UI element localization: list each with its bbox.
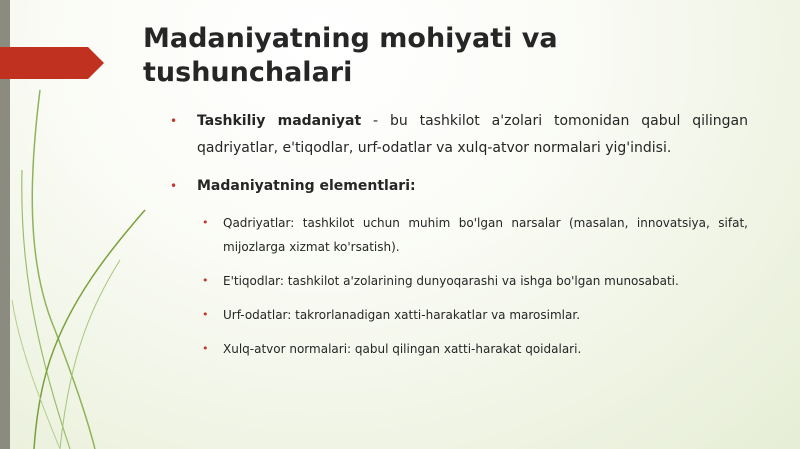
sub-bullet-marker: • — [202, 216, 209, 229]
sub-bullet-urf-odatlar — [168, 303, 748, 327]
sub-bullet-text: Xulq-atvor normalari: qabul qilingan xatti-harakat qoidalari. — [223, 342, 582, 356]
sub-bullet-text: E'tiqodlar: tashkilot a'zolarining dunyoqarashi va ishga bo'lgan munosabati. — [223, 274, 679, 288]
slide-title: Madaniyatning mohiyati va tushunchalari — [143, 23, 558, 88]
bullet-tashkiliy-madaniyat — [168, 108, 748, 162]
bullet-elements-heading — [168, 173, 748, 200]
sub-bullet-text: Urf-odatlar: takrorlanadigan xatti-harakatlar va marosimlar. — [223, 308, 581, 322]
bullet-term: Tashkiliy madaniyat — [197, 113, 362, 129]
sub-bullet-etiqodlar — [168, 269, 748, 293]
bullet-marker: • — [170, 114, 178, 128]
bullet-marker: • — [170, 179, 178, 193]
sub-bullet-marker: • — [202, 342, 209, 355]
sub-bullet-qadriyatlar — [168, 211, 748, 259]
accent-arrow-shape — [0, 47, 104, 79]
sub-bullet-marker: • — [202, 274, 209, 287]
sub-bullet-xulq-atvor — [168, 337, 748, 361]
bullet-term: Madaniyatning elementlari: — [197, 178, 416, 194]
slide-content — [168, 108, 748, 371]
sub-bullet-text: Qadriyatlar: tashkilot uchun muhim bo'lgan narsalar (masalan, innovatsiya, sifat, mijozlarga xizmat ko'rsatish). — [223, 216, 748, 254]
sub-bullet-marker: • — [202, 308, 209, 321]
bullet-text: - bu tashkilot a'zolari tomonidan qabul qilingan qadriyatlar, e'tiqodlar, urf-odatlar va xulq-atvor normalari yig'indisi. — [197, 113, 749, 156]
